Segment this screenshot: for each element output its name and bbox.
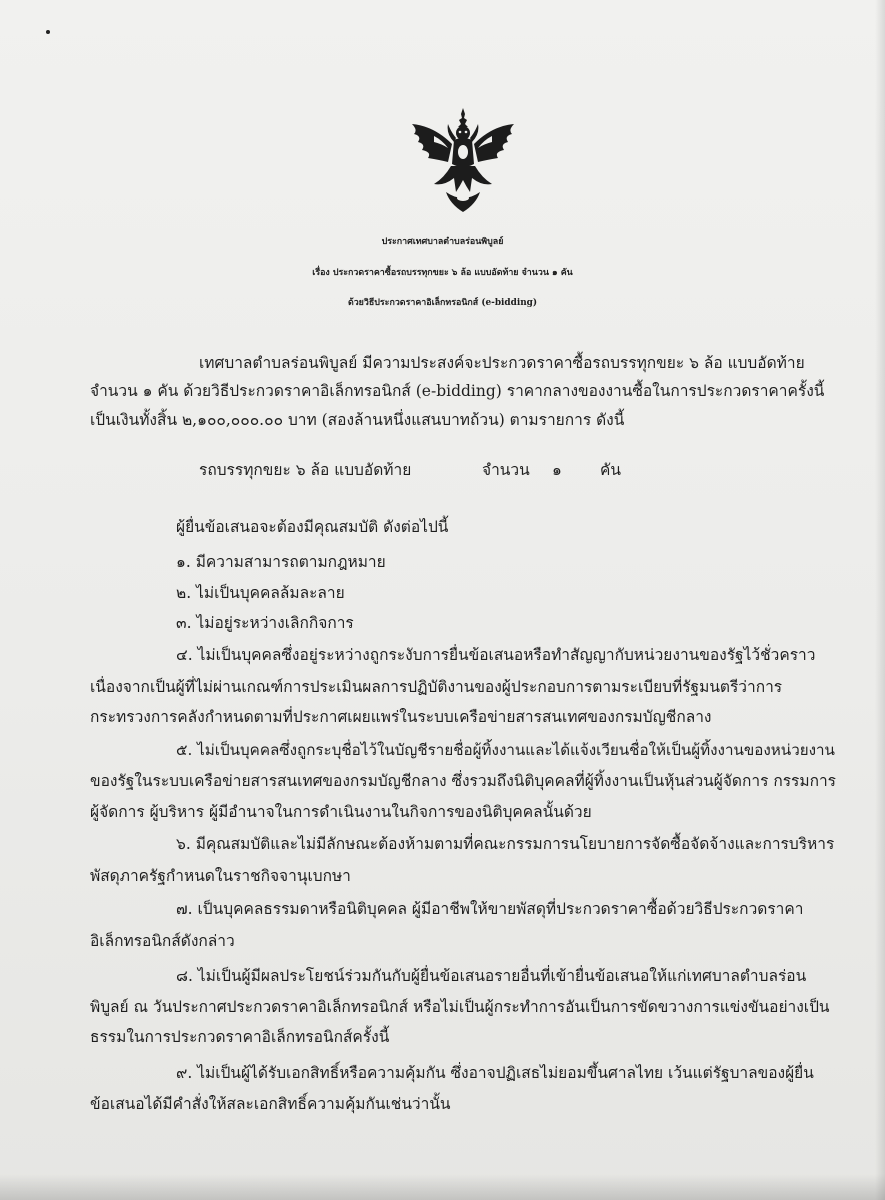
- garuda-emblem-icon: [404, 106, 522, 214]
- intro-line-2: จำนวน ๑ คัน ด้วยวิธีประกวดราคาอิเล็กทรอนิกส์ (e-bidding) ราคากลางของงานซื้อในการประกวดราคาครั้งนี้: [90, 382, 825, 400]
- qualification-4-line-1: ๔. ไม่เป็นบุคคลซึ่งอยู่ระหว่างถูกระงับการยื่นข้อเสนอหรือทำสัญญากับหน่วยงานของรัฐไว้ชั่วคราว: [176, 646, 816, 664]
- qualification-7-line-1: ๗. เป็นบุคคลธรรมดาหรือนิติบุคคล ผู้มีอาชีพให้ขายพัสดุที่ประกวดราคาซื้อด้วยวิธีประกวดราคา: [176, 900, 804, 918]
- qualification-5-line-3: ผู้จัดการ ผู้บริหาร ผู้มีอำนาจในการดำเนินงานในกิจการของนิติบุคคลนั้นด้วย: [90, 803, 592, 821]
- qualification-8-line-2: พิบูลย์ ณ วันประกาศประกวดราคาอิเล็กทรอนิกส์ หรือไม่เป็นผู้กระทำการอันเป็นการขัดขวางการแข่งขันอย่างเป็น: [90, 998, 830, 1016]
- item-qty-label: จำนวน: [482, 461, 530, 479]
- qualification-6-line-2: พัสดุภาครัฐกำหนดในราชกิจจานุเบกษา: [90, 867, 351, 885]
- qualification-5-line-2: ของรัฐในระบบเครือข่ายสารสนเทศของกรมบัญชีกลาง ซึ่งรวมถึงนิติบุคคลที่ผู้ทิ้งงานเป็นหุ้นส่วนผู้จัดการ กรรมการ: [90, 772, 836, 790]
- qualification-1: ๑. มีความสามารถตามกฎหมาย: [176, 553, 386, 571]
- qualification-5-line-1: ๕. ไม่เป็นบุคคลซึ่งถูกระบุชื่อไว้ในบัญชีรายชื่อผู้ทิ้งงานและได้แจ้งเวียนชื่อให้เป็นผู้ทิ้งงานของหน่วยงาน: [176, 741, 835, 759]
- page-edge-shadow: [875, 0, 885, 1200]
- qualification-9-line-2: ข้อเสนอได้มีคำสั่งให้สละเอกสิทธิ์ความคุ้มกันเช่นว่านั้น: [90, 1095, 451, 1113]
- qualification-3: ๓. ไม่อยู่ระหว่างเลิกกิจการ: [176, 614, 354, 632]
- item-qty: ๑: [552, 461, 562, 479]
- qualifications-heading: ผู้ยื่นข้อเสนอจะต้องมีคุณสมบัติ ดังต่อไปนี้: [176, 518, 449, 536]
- ink-speck: [46, 30, 50, 34]
- announcement-subject: เรื่อง ประกวดราคาซื้อรถบรรทุกขยะ ๖ ล้อ แบบอัดท้าย จำนวน ๑ คัน: [312, 268, 573, 278]
- qualification-7-line-2: อิเล็กทรอนิกส์ดังกล่าว: [90, 932, 235, 950]
- qualification-9-line-1: ๙. ไม่เป็นผู้ได้รับเอกสิทธิ์หรือความคุ้มกัน ซึ่งอาจปฏิเสธไม่ยอมขึ้นศาลไทย เว้นแต่รัฐบาลของผู้ยื่น: [176, 1064, 814, 1082]
- item-unit: คัน: [600, 461, 621, 479]
- announcement-title: ประกาศเทศบาลตำบลร่อนพิบูลย์: [381, 237, 504, 247]
- announcement-method: ด้วยวิธีประกวดราคาอิเล็กทรอนิกส์ (e-bidding): [347, 298, 538, 308]
- intro-line-1: เทศบาลตำบลร่อนพิบูลย์ มีความประสงค์จะประกวดราคาซื้อรถบรรทุกขยะ ๖ ล้อ แบบอัดท้าย: [199, 354, 805, 372]
- qualification-6-line-1: ๖. มีคุณสมบัติและไม่มีลักษณะต้องห้ามตามที่คณะกรรมการนโยบายการจัดซื้อจัดจ้างและการบริหาร: [176, 835, 835, 853]
- item-name: รถบรรทุกขยะ ๖ ล้อ แบบอัดท้าย: [199, 461, 412, 479]
- qualification-8-line-1: ๘. ไม่เป็นผู้มีผลประโยชน์ร่วมกันกับผู้ยื่นข้อเสนอรายอื่นที่เข้ายื่นข้อเสนอให้แก่เทศบาลตำบลร่อน: [176, 967, 807, 985]
- qualification-4-line-2: เนื่องจากเป็นผู้ที่ไม่ผ่านเกณฑ์การประเมินผลการปฏิบัติงานของผู้ประกอบการตามระเบียบที่รัฐมนตรีว่าการ: [90, 678, 783, 696]
- qualification-2: ๒. ไม่เป็นบุคคลล้มละลาย: [176, 584, 345, 602]
- intro-line-3: เป็นเงินทั้งสิ้น ๒,๑๐๐,๐๐๐.๐๐ บาท (สองล้านหนึ่งแสนบาทถ้วน) ตามรายการ ดังนี้: [90, 411, 625, 429]
- page-bottom-shadow: [0, 1174, 885, 1200]
- qualification-4-line-3: กระทรวงการคลังกำหนดตามที่ประกาศเผยแพร่ในระบบเครือข่ายสารสนเทศของกรมบัญชีกลาง: [90, 708, 712, 726]
- qualification-8-line-3: ธรรมในการประกวดราคาอิเล็กทรอนิกส์ครั้งนี้: [90, 1028, 390, 1046]
